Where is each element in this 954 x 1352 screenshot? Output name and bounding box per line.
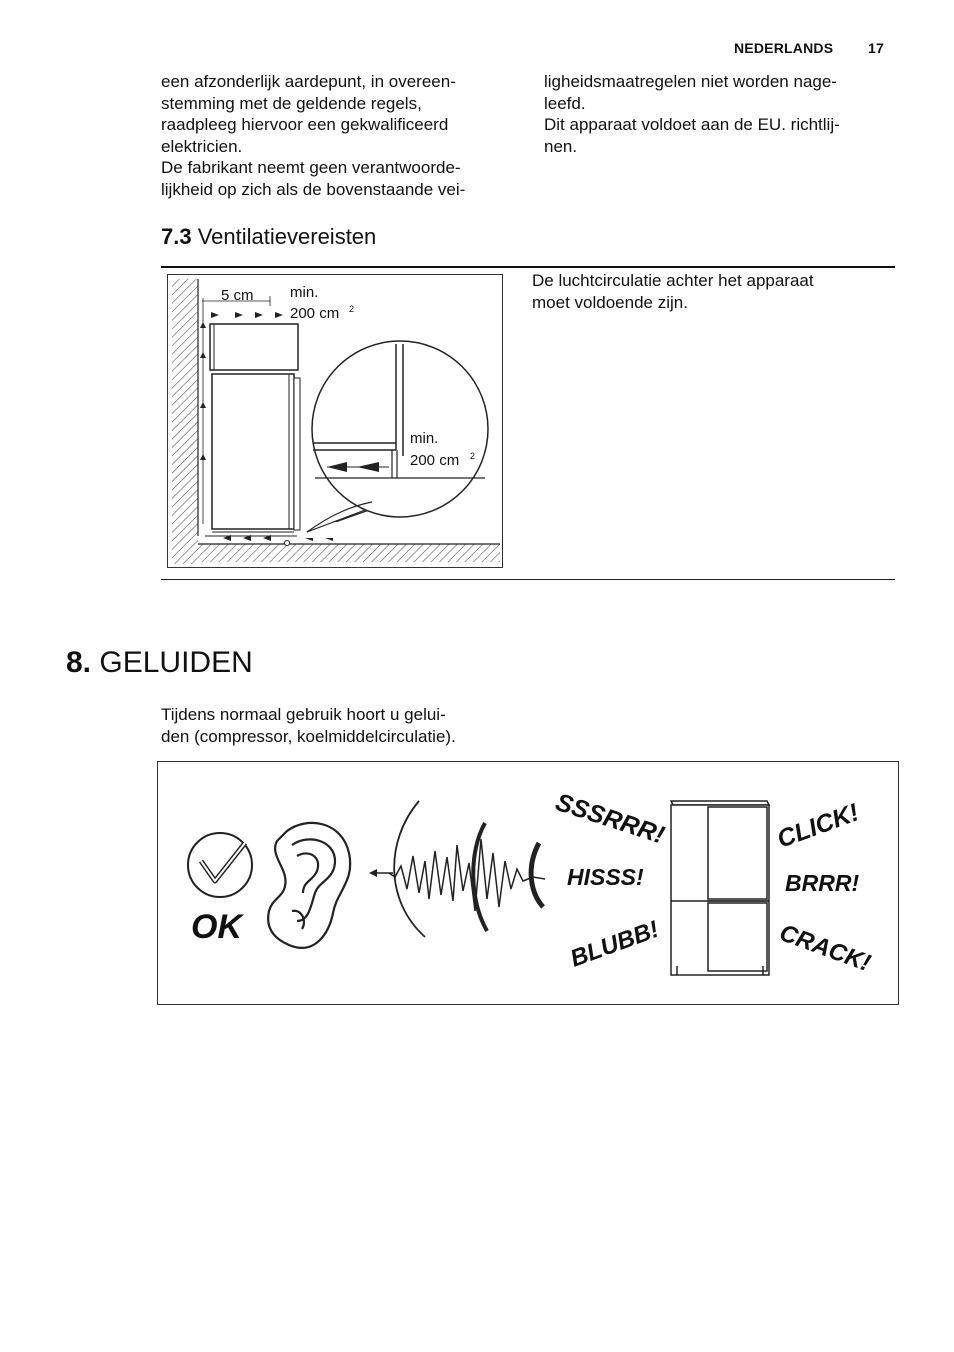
top-min-label: min.	[290, 284, 319, 301]
section-title: Ventilatievereisten	[197, 224, 377, 249]
sound-click: CLICK!	[773, 798, 863, 854]
intro-line: ligheidsmaatregelen niet worden nage-	[544, 72, 837, 91]
sound-brrr: BRRR!	[785, 870, 860, 896]
section-top-rule	[161, 266, 895, 268]
ventilation-figure	[167, 274, 503, 568]
chapter-title: GELUIDEN	[99, 646, 253, 679]
intro-line: Dit apparaat voldoet aan de EU. richtlij-	[544, 115, 840, 134]
fridge-icon	[671, 801, 769, 975]
intro-line: raadpleeg hiervoor een gekwalificeerd	[161, 115, 449, 134]
sound-hisss: HISSS!	[567, 864, 644, 890]
sounds-line: den (compressor, koelmiddelcirculatie).	[161, 726, 456, 746]
intro-line: De fabrikant neemt geen verantwoorde-	[161, 158, 461, 177]
language-label: NEDERLANDS	[734, 40, 834, 56]
chapter-number: 8.	[66, 646, 92, 679]
sounds-line: Tijdens normaal gebruik hoort u gelui-	[161, 705, 446, 724]
intro-column-left	[161, 71, 511, 200]
wall-hatch	[172, 279, 198, 564]
sound-blubb: BLUBB!	[566, 915, 663, 973]
section-heading-7-3	[161, 224, 376, 250]
intro-line: lijkheid op zich als de bovenstaande vei-	[161, 179, 466, 199]
intro-line: stemming met de geldende regels,	[161, 93, 422, 113]
intro-column-right	[544, 71, 894, 157]
sounds-text	[161, 704, 521, 747]
intro-line: elektricien.	[161, 136, 243, 156]
intro-line: leefd.	[544, 93, 586, 113]
sound-crack: CRACK!	[775, 919, 875, 978]
page-number: 17	[868, 40, 884, 56]
zoom-area-sup: 2	[470, 451, 476, 461]
floor-hatch	[198, 544, 500, 562]
check-icon	[188, 833, 252, 897]
ventilation-line: moet voldoende zijn.	[532, 292, 688, 312]
top-area-sup: 2	[349, 304, 355, 314]
zoom-area-label: 200 cm	[410, 452, 460, 469]
ventilation-line: De luchtcirculatie achter het apparaat	[532, 271, 814, 290]
zoom-circle	[312, 341, 488, 517]
sounds-figure	[157, 761, 899, 1006]
intro-line: nen.	[544, 136, 578, 156]
chapter-heading-8	[66, 646, 253, 680]
intro-line: een afzonderlijk aardepunt, in overeen-	[161, 72, 456, 91]
appliance-body	[212, 374, 294, 529]
gap-label: 5 cm	[221, 287, 254, 304]
section-bottom-rule	[161, 579, 895, 580]
ventilation-text	[532, 270, 892, 313]
sound-sssrrr: SSSRRR!	[552, 788, 668, 850]
top-area-label: 200 cm	[290, 305, 340, 322]
ok-label: OK	[191, 908, 242, 946]
zoom-min-label: min.	[410, 430, 439, 447]
section-number: 7.3	[161, 224, 192, 249]
upper-cabinet	[210, 324, 298, 370]
